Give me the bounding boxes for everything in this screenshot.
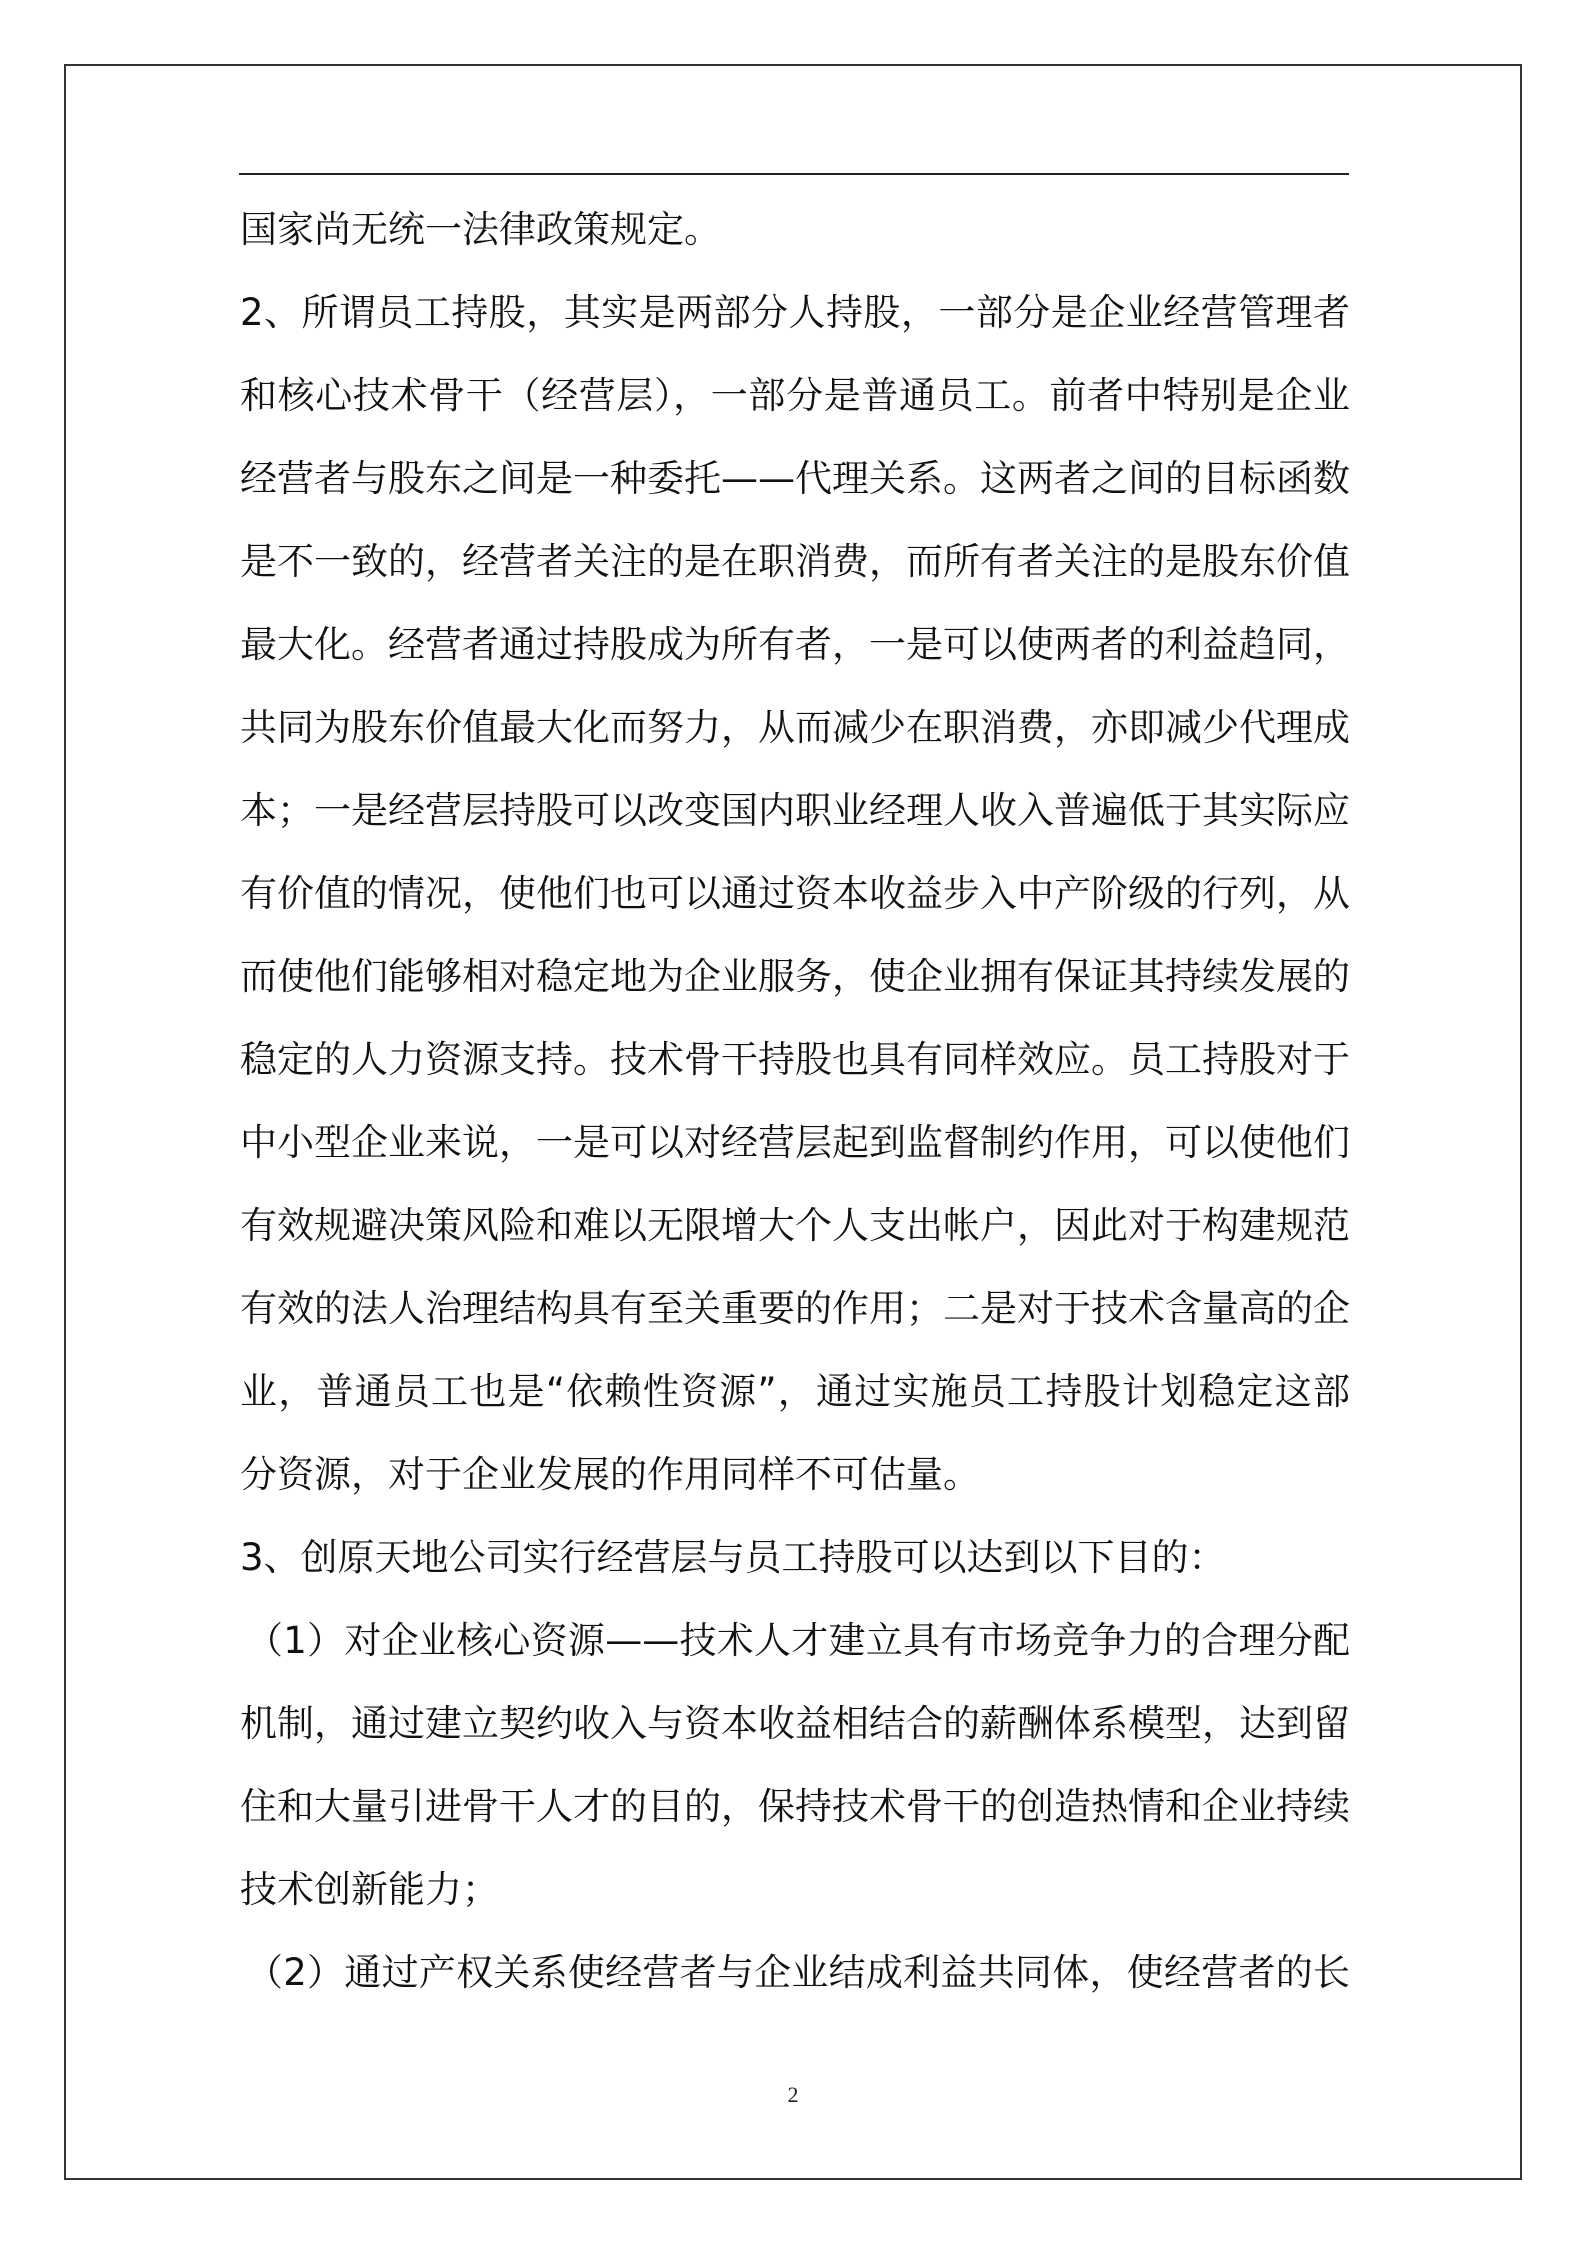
text-line: 而使他们能够相对稳定地为企业服务，使企业拥有保证其持续发展的 xyxy=(240,955,1350,998)
text-line: 稳定的人力资源支持。技术骨干持股也具有同样效应。员工持股对于 xyxy=(240,1038,1350,1081)
text-line: 和核心技术骨干（经营层），一部分是普通员工。前者中特别是企业 xyxy=(240,374,1350,417)
text-line: 经营者与股东之间是一种委托——代理关系。这两者之间的目标函数 xyxy=(240,457,1350,500)
text-line: 业，普通员工也是“依赖性资源”，通过实施员工持股计划稳定这部 xyxy=(240,1370,1350,1413)
text-line: 是不一致的，经营者关注的是在职消费，而所有者关注的是股东价值 xyxy=(240,540,1350,583)
text-line: 2、所谓员工持股，其实是两部分人持股，一部分是企业经营管理者 xyxy=(240,291,1350,334)
text-line: 机制，通过建立契约收入与资本收益相结合的薪酬体系模型，达到留 xyxy=(240,1702,1350,1745)
text-line: 最大化。经营者通过持股成为所有者，一是可以使两者的利益趋同， xyxy=(240,623,1350,666)
text-line: 住和大量引进骨干人才的目的，保持技术骨干的创造热情和企业持续 xyxy=(240,1785,1350,1828)
text-line: 中小型企业来说，一是可以对经营层起到监督制约作用，可以使他们 xyxy=(240,1121,1350,1164)
text-line: 3、创原天地公司实行经营层与员工持股可以达到以下目的： xyxy=(240,1536,1226,1579)
text-line: 有价值的情况，使他们也可以通过资本收益步入中产阶级的行列，从 xyxy=(240,872,1350,915)
text-line: 有效的法人治理结构具有至关重要的作用；二是对于技术含量高的企 xyxy=(240,1287,1350,1330)
text-line: 有效规避决策风险和难以无限增大个人支出帐户，因此对于构建规范 xyxy=(240,1204,1350,1247)
document-body xyxy=(240,188,1350,2014)
page-number: 2 xyxy=(787,2082,799,2107)
text-line: 技术创新能力； xyxy=(240,1868,499,1911)
text-line: 共同为股东价值最大化而努力，从而减少在职消费，亦即减少代理成 xyxy=(240,706,1350,749)
text-line: （2）通过产权关系使经营者与企业结成利益共同体，使经营者的长 xyxy=(246,1951,1350,1994)
text-line: 本；一是经营层持股可以改变国内职业经理人收入普遍低于其实际应 xyxy=(240,789,1350,832)
text-line: 国家尚无统一法律政策规定。 xyxy=(240,208,721,251)
text-line: 分资源，对于企业发展的作用同样不可估量。 xyxy=(240,1453,980,1496)
text-line: （1）对企业核心资源——技术人才建立具有市场竞争力的合理分配 xyxy=(246,1619,1350,1662)
header-rule xyxy=(239,173,1349,175)
